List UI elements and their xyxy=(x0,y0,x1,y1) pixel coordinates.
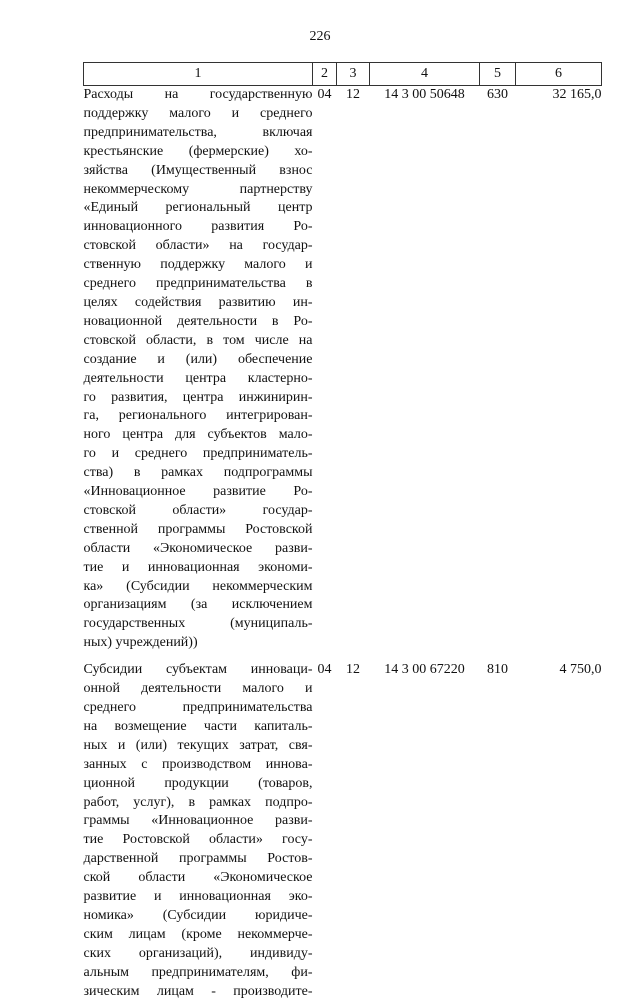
subsection-code: 12 xyxy=(346,87,360,102)
description-line: Субсидии субъектам инноваци- xyxy=(83,662,313,678)
description-line: ским лицам (кроме некоммерче- xyxy=(83,926,313,942)
description-line: «Инновационное развитие Ро- xyxy=(83,484,313,500)
description-line: га, регионального интегрирован- xyxy=(83,408,313,424)
description-line: целях содействия развитию ин- xyxy=(83,294,313,310)
expense-description xyxy=(84,86,313,654)
section-code: 04 xyxy=(317,87,332,102)
description-line: зяйства (Имущественный взнос xyxy=(83,162,313,178)
description-line: некоммерческому партнерству xyxy=(83,181,313,197)
description-line: го и среднего предприниматель- xyxy=(83,446,313,462)
description-line: ных и (или) текущих затрат, свя- xyxy=(83,737,313,753)
budget-table xyxy=(83,62,602,1002)
description-line: развитие и инновационная эко- xyxy=(83,889,313,905)
table-row xyxy=(84,653,602,1001)
table-header-row xyxy=(84,63,602,86)
description-line: среднего предпринимательства в xyxy=(83,276,313,292)
description-line: ственную поддержку малого и xyxy=(83,257,313,273)
column-header-2: 2 xyxy=(313,63,337,86)
description-line: дарственной программы Ростов- xyxy=(83,851,313,867)
description-line: ного центра для субъектов мало- xyxy=(83,427,313,443)
description-line: работ, услуг), в рамках подпро- xyxy=(83,794,313,810)
description-line: области «Экономическое разви- xyxy=(83,540,313,556)
target-item-code: 14 3 00 67220 xyxy=(384,662,465,678)
description-line: ка» (Субсидии некоммерческим xyxy=(83,578,313,594)
description-line: ских организаций), индивиду- xyxy=(83,945,313,961)
description-line: на возмещение части капиталь- xyxy=(83,718,313,734)
description-line: «Единый региональный центр xyxy=(83,200,313,216)
description-line: номика» (Субсидии юридиче- xyxy=(83,907,313,923)
description-line: тие Ростовской области» госу- xyxy=(83,832,313,848)
column-header-1: 1 xyxy=(84,63,313,86)
description-line: ных) учреждений)) xyxy=(83,635,198,651)
description-line: граммы «Инновационное разви- xyxy=(83,813,313,829)
section-code: 04 xyxy=(317,662,332,678)
description-line: предпринимательства, включая xyxy=(83,124,313,140)
description-line: инновационного развития Ро- xyxy=(83,219,313,235)
description-line: го развития, центра инжинирин- xyxy=(83,389,313,405)
expense-type-code: 810 xyxy=(487,662,508,678)
amount-value: 4 750,0 xyxy=(559,662,602,678)
description-line: ской области «Экономическое xyxy=(83,870,313,886)
table-row xyxy=(84,86,602,654)
description-line: крестьянские (фермерские) хо- xyxy=(83,143,313,159)
description-line: ционной продукции (товаров, xyxy=(83,775,313,791)
subsection-code: 12 xyxy=(346,662,360,678)
expense-type-code: 630 xyxy=(487,87,508,102)
description-line: стовской области» на государ- xyxy=(83,238,313,254)
column-header-6: 6 xyxy=(516,63,602,86)
column-header-3: 3 xyxy=(337,63,370,86)
target-item-code: 14 3 00 50648 xyxy=(384,87,465,102)
description-line: зическим лицам - производите- xyxy=(83,983,313,999)
description-line: создание и (или) обеспечение xyxy=(83,351,313,367)
description-line: поддержку малого и среднего xyxy=(83,105,313,121)
column-header-4: 4 xyxy=(370,63,480,86)
column-header-5: 5 xyxy=(480,63,516,86)
description-line: среднего предпринимательства xyxy=(83,700,313,715)
description-line: стовской области, в том числе на xyxy=(83,332,313,348)
description-line: онной деятельности малого и xyxy=(83,681,313,697)
description-line: новационной деятельности в Ро- xyxy=(83,313,313,329)
description-line: стовской области» государ- xyxy=(83,502,313,518)
description-line: государственных (муниципаль- xyxy=(83,616,313,632)
amount-value: 32 165,0 xyxy=(552,87,602,102)
description-line: организациям (за исключением xyxy=(83,597,313,613)
description-line: ственной программы Ростовской xyxy=(83,521,313,537)
description-line: деятельности центра кластерно- xyxy=(83,370,313,386)
expense-description xyxy=(84,653,313,1001)
description-line: тие и инновационная экономи- xyxy=(83,559,313,575)
page-number: 226 xyxy=(309,29,331,44)
description-line: занных с производством иннова- xyxy=(83,756,313,772)
description-line: ства) в рамках подпрограммы xyxy=(83,465,313,481)
description-line: Расходы на государственную xyxy=(83,87,313,102)
description-line: альным предпринимателям, фи- xyxy=(83,964,313,980)
